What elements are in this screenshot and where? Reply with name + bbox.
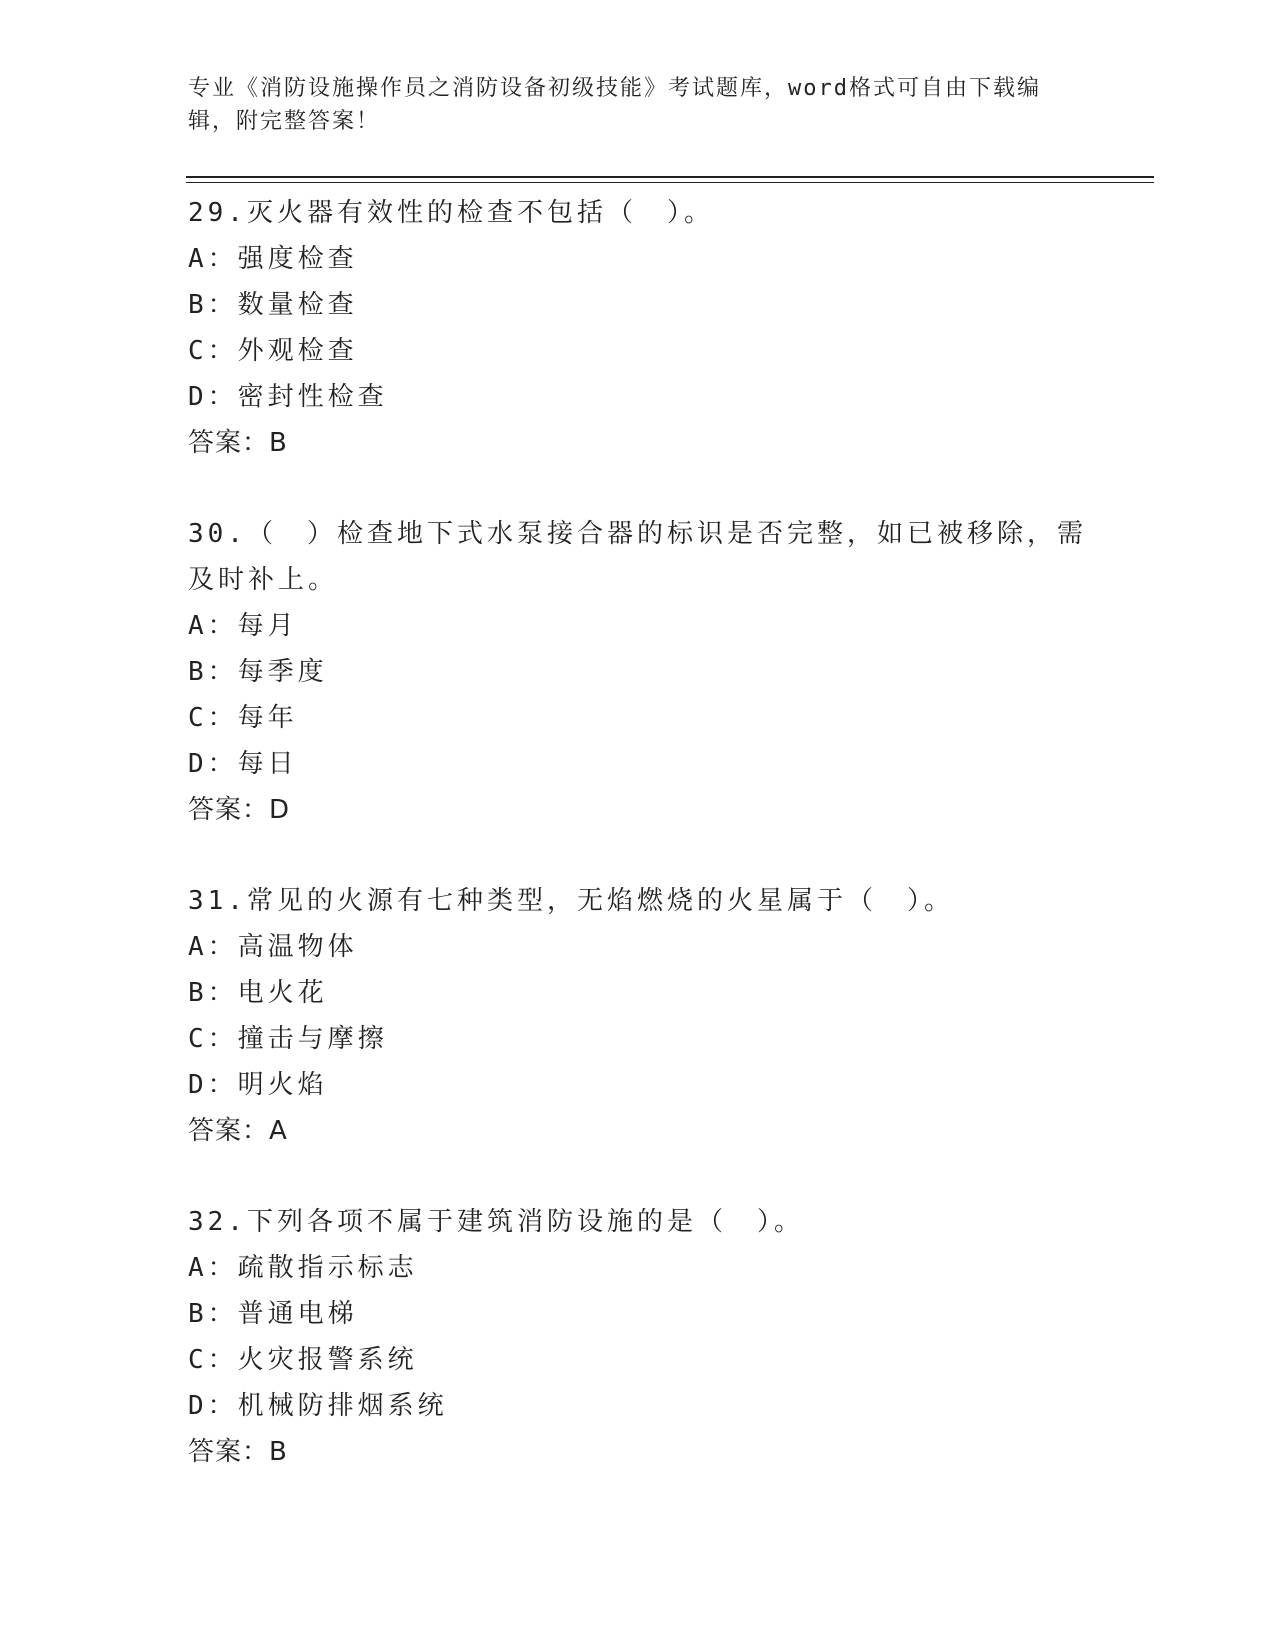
question-title: 31.常见的火源有七种类型，无焰燃烧的火星属于（ ）。	[188, 886, 954, 916]
option-a: A：疏散指示标志	[188, 1253, 418, 1283]
option-b: B：每季度	[188, 657, 328, 687]
answer-line: 答案：B	[188, 428, 288, 458]
question-title: 32.下列各项不属于建筑消防设施的是（ ）。	[188, 1207, 804, 1237]
option-d: D：密封性检查	[188, 382, 388, 412]
answer-line: 答案：A	[188, 1116, 288, 1146]
option-d: D：机械防排烟系统	[188, 1391, 448, 1421]
option-a: A：每月	[188, 611, 298, 641]
header-divider-thick	[186, 176, 1154, 178]
header-divider-thin	[186, 182, 1154, 183]
question-title: 30.（ ）检查地下式水泵接合器的标识是否完整，如已被移除，需及时补上。	[188, 519, 1087, 595]
header-line-1: 专业《消防设施操作员之消防设备初级技能》考试题库，word格式可自由下载编	[188, 76, 1041, 101]
option-c: C：每年	[188, 703, 298, 733]
question-list	[188, 190, 1088, 1520]
option-b: B：数量检查	[188, 290, 358, 320]
option-c: C：火灾报警系统	[188, 1345, 418, 1375]
option-d: D：每日	[188, 749, 298, 779]
answer-line: 答案：B	[188, 1437, 288, 1467]
answer-line: 答案：D	[188, 795, 291, 825]
option-c: C：撞击与摩擦	[188, 1024, 388, 1054]
option-b: B：电火花	[188, 978, 328, 1008]
question-title: 29.灭火器有效性的检查不包括（ ）。	[188, 198, 714, 228]
option-b: B：普通电梯	[188, 1299, 358, 1329]
option-c: C：外观检查	[188, 336, 358, 366]
document-header	[188, 72, 1088, 138]
question-29	[188, 190, 1088, 466]
option-d: D：明火焰	[188, 1070, 328, 1100]
header-line-2: 辑，附完整答案！	[188, 109, 381, 134]
option-a: A：高温物体	[188, 932, 358, 962]
question-32	[188, 1199, 1088, 1475]
option-a: A：强度检查	[188, 244, 358, 274]
question-31	[188, 878, 1088, 1154]
question-30	[188, 511, 1088, 833]
